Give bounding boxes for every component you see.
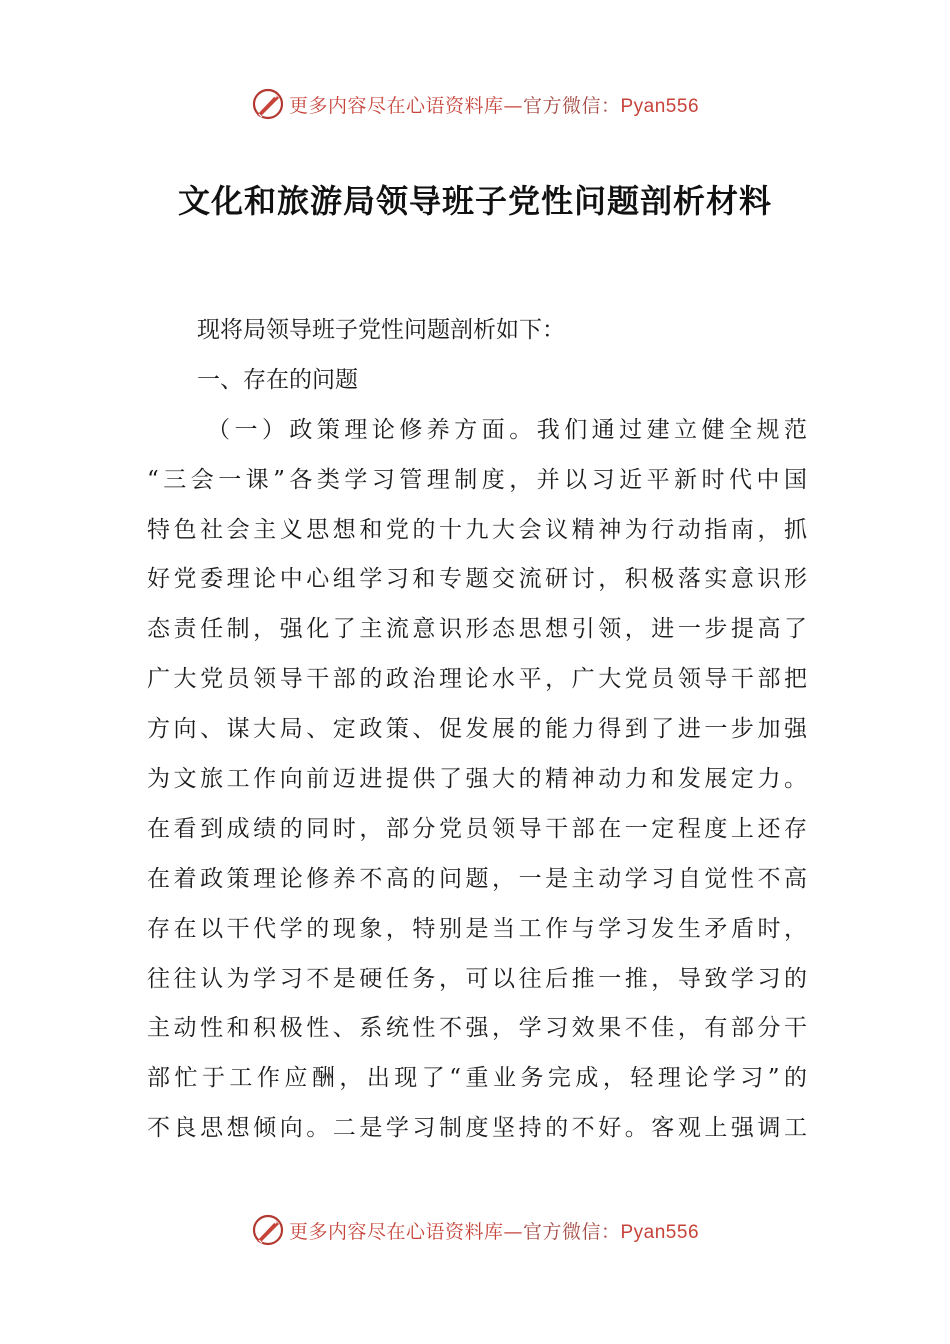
body-line: 存在以干代学的现象，特别是当工作与学习发生矛盾时， [147, 915, 807, 942]
body-line: 往往认为学习不是硬任务，可以往后推一推，导致学习的 [147, 965, 807, 992]
section-heading: 一、存在的问题 [197, 366, 358, 393]
pen-logo-icon [251, 1213, 285, 1247]
watermark-separator: — [503, 1220, 523, 1243]
body-line: 在着政策理论修养不高的问题，一是主动学习自觉性不高 [147, 865, 807, 892]
body-line: 方向、谋大局、定政策、促发展的能力得到了进一步加强 [147, 716, 807, 743]
watermark-text: 更多内容尽在心语资料库 [288, 94, 504, 117]
body-line: 态责任制，强化了主流意识形态思想引领，进一步提高了 [147, 616, 807, 643]
watermark-contact-id: Pyan556 [620, 95, 700, 117]
document-title: 文化和旅游局领导班子党性问题剖析材料 [177, 182, 772, 220]
body-line: 主动性和积极性、系统性不强，学习效果不佳，有部分干 [147, 1015, 807, 1042]
watermark-contact-label: 官方微信： [522, 94, 621, 117]
body-line: （一）政策理论修养方面。我们通过建立健全规范 [207, 416, 807, 443]
body-line: 部忙于工作应酬，出现了“重业务完成，轻理论学习”的 [147, 1065, 807, 1092]
body-line: 好党委理论中心组学习和专题交流研讨，积极落实意识形 [147, 566, 807, 593]
body-line: 为文旅工作向前迈进提供了强大的精神动力和发展定力。 [147, 766, 807, 793]
watermark-text: 更多内容尽在心语资料库 [288, 1220, 504, 1243]
document-body [147, 312, 807, 1160]
watermark-separator: — [503, 94, 523, 117]
watermark-contact-id: Pyan556 [620, 1221, 700, 1243]
body-line: 不良思想倾向。二是学习制度坚持的不好。客观上强调工 [147, 1115, 807, 1142]
watermark-banner-top [0, 84, 950, 124]
watermark-contact-label: 官方微信： [522, 1220, 621, 1243]
body-line: 现将局领导班子党性问题剖析如下： [197, 317, 565, 343]
body-line: “三会一课”各类学习管理制度，并以习近平新时代中国 [147, 466, 807, 493]
pen-logo-icon [251, 87, 285, 121]
watermark-banner-bottom [0, 1210, 950, 1250]
body-line: 特色社会主义思想和党的十九大会议精神为行动指南，抓 [147, 516, 807, 543]
body-line: 在看到成绩的同时，部分党员领导干部在一定程度上还存 [147, 815, 807, 842]
body-line: 广大党员领导干部的政治理论水平，广大党员领导干部把 [147, 666, 807, 693]
